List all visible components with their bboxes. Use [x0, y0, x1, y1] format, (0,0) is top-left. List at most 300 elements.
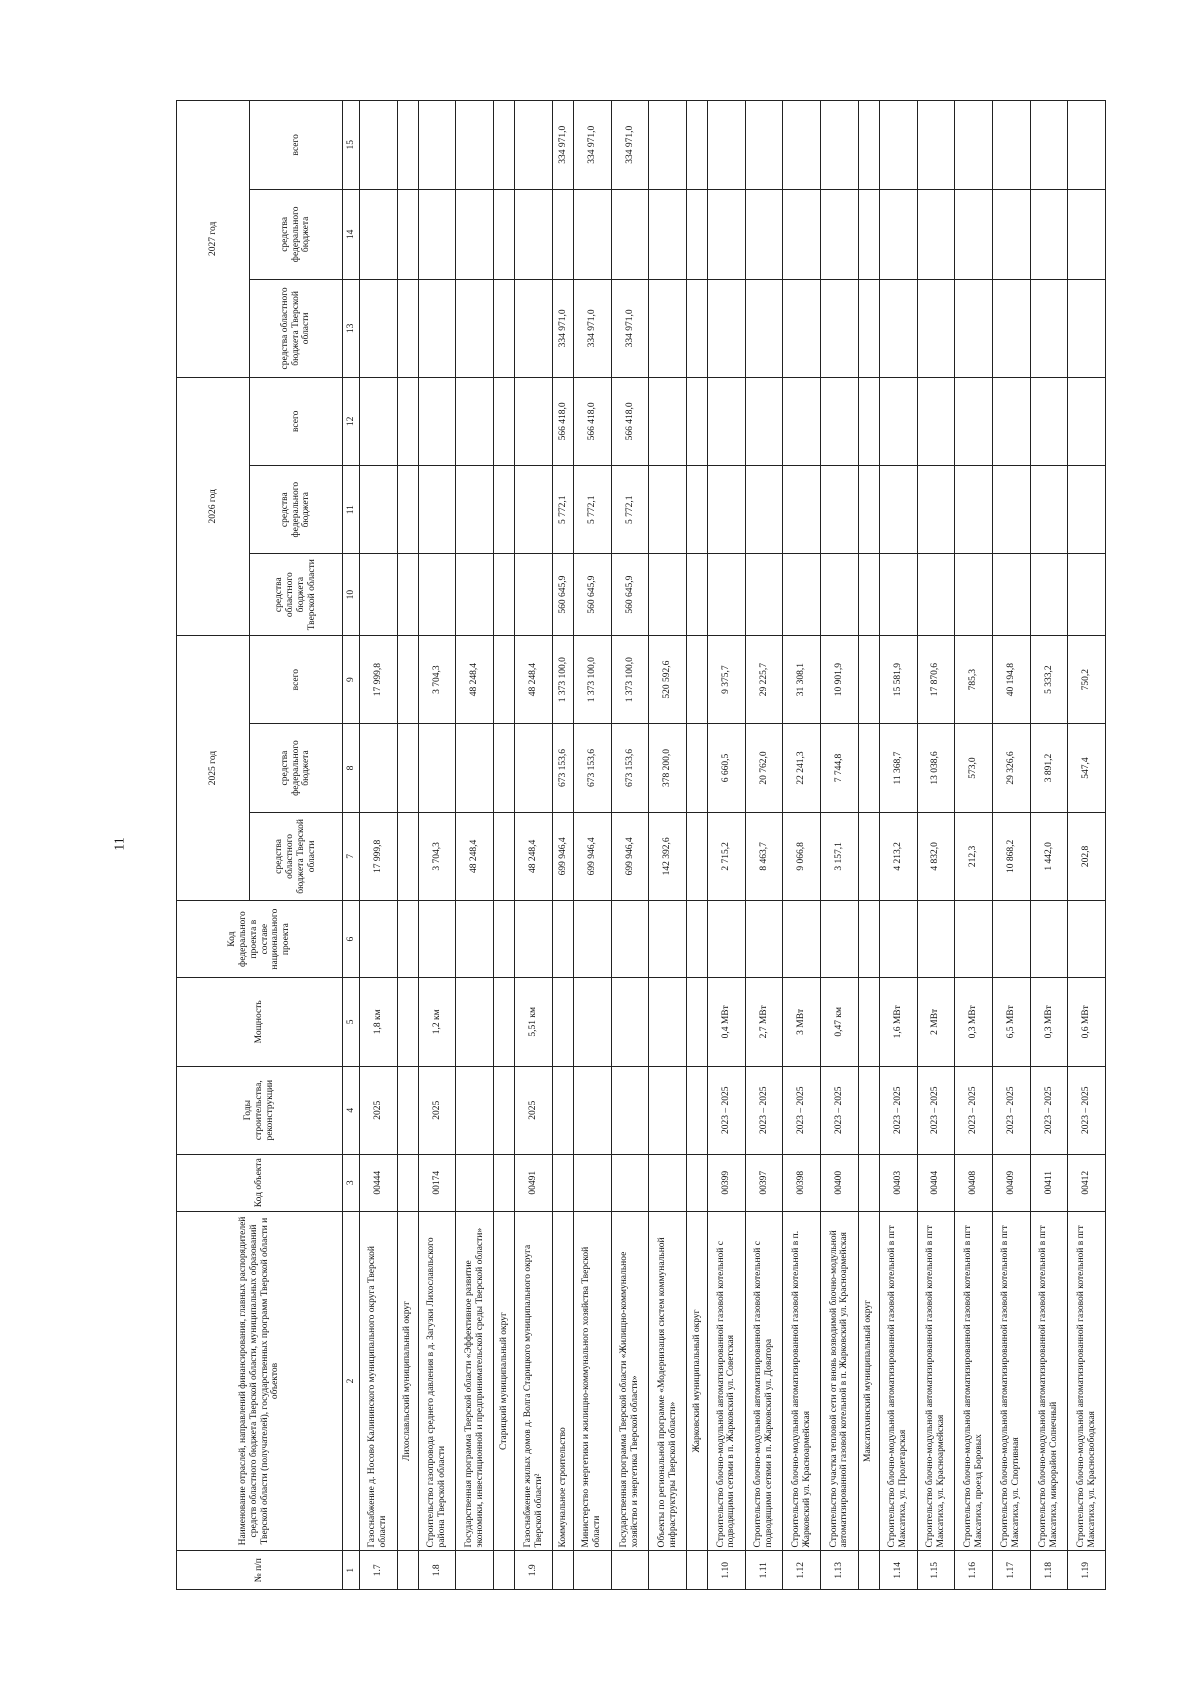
section-empty-cell: [397, 812, 418, 900]
construction-years: 2023 – 2025: [708, 1066, 746, 1154]
regional-2026: [879, 554, 917, 636]
federal-2025: 547,4: [1068, 724, 1106, 812]
column-index-cell: 12: [343, 377, 360, 465]
header-year-2026: 2026 год: [177, 377, 250, 635]
object-code: [611, 1154, 649, 1211]
section-empty-cell: [687, 1066, 708, 1154]
regional-2027: [418, 280, 456, 377]
row-name: Строительство блочно-модульной автоматизированной газовой котельной с подводящими сетями в п. Жарковский ул. Доватора: [745, 1211, 783, 1551]
federal-2026: 5 772,1: [611, 466, 649, 554]
federal-2026: [992, 466, 1030, 554]
regional-2025: 3 157,1: [821, 812, 859, 900]
row-number: 1.7: [360, 1551, 398, 1590]
header-num: № п/п: [177, 1551, 343, 1590]
row-number: 1.13: [821, 1551, 859, 1590]
regional-2027: [360, 280, 398, 377]
header-regional-2027: средства областного бюджета Тверской области: [250, 280, 343, 377]
regional-2025: 8 463,7: [745, 812, 783, 900]
federal-project-code: [515, 901, 553, 978]
header-federal-2026: средства федерального бюджета: [250, 466, 343, 554]
row-name: Коммунальное строительство: [552, 1211, 573, 1551]
capacity: [649, 978, 687, 1066]
section-empty-cell: [687, 724, 708, 812]
total-2025: 15 581,9: [879, 635, 917, 723]
capacity: 0,3 МВт: [1030, 978, 1068, 1066]
row-name: Газоснабжение жилых домов д. Волга Старицкого муниципального округа Тверской области²: [515, 1211, 553, 1551]
table-row: [611, 101, 649, 1590]
federal-2027: [1030, 189, 1068, 280]
federal-project-code: [1030, 901, 1068, 978]
construction-years: [552, 1066, 573, 1154]
regional-2026: [708, 554, 746, 636]
section-empty-cell: [858, 189, 879, 280]
federal-2027: [917, 189, 955, 280]
regional-2026: [955, 554, 993, 636]
object-code: 00408: [955, 1154, 993, 1211]
total-2027: 334 971,0: [611, 101, 649, 190]
total-2026: [783, 377, 821, 465]
row-name: Строительство блочно-модульной автоматизированной газовой котельной в пгт Максатиха, микрорайон Солнечный: [1030, 1211, 1068, 1551]
budget-table: [176, 100, 1106, 1590]
federal-project-code: [552, 901, 573, 978]
construction-years: [649, 1066, 687, 1154]
column-index-cell: 8: [343, 724, 360, 812]
total-2027: [821, 101, 859, 190]
section-empty-cell: [687, 901, 708, 978]
construction-years: 2023 – 2025: [955, 1066, 993, 1154]
total-2027: [879, 101, 917, 190]
header-federal-2027: средства федерального бюджета: [250, 189, 343, 280]
column-index-cell: 4: [343, 1066, 360, 1154]
capacity: 2 МВт: [917, 978, 955, 1066]
column-index-cell: 13: [343, 280, 360, 377]
total-2026: 566 418,0: [611, 377, 649, 465]
federal-2025: 673 153,6: [552, 724, 573, 812]
object-code: 00412: [1068, 1154, 1106, 1211]
federal-project-code: [611, 901, 649, 978]
column-index-cell: 3: [343, 1154, 360, 1211]
federal-2027: [992, 189, 1030, 280]
row-number: 1.10: [708, 1551, 746, 1590]
federal-project-code: [783, 901, 821, 978]
section-empty-cell: [687, 1551, 708, 1590]
capacity: [552, 978, 573, 1066]
total-2027: [1068, 101, 1106, 190]
regional-2026: 560 645,9: [574, 554, 612, 636]
table-row: [456, 101, 494, 1590]
total-2026: 566 418,0: [552, 377, 573, 465]
federal-2026: 5 772,1: [574, 466, 612, 554]
construction-years: 2025: [515, 1066, 553, 1154]
total-2025: 750,2: [1068, 635, 1106, 723]
capacity: 0,4 МВт: [708, 978, 746, 1066]
object-code: [649, 1154, 687, 1211]
regional-2026: [360, 554, 398, 636]
federal-2027: [456, 189, 494, 280]
header-capacity: Мощность: [177, 978, 343, 1066]
section-empty-cell: [397, 189, 418, 280]
federal-2027: [360, 189, 398, 280]
object-code: [552, 1154, 573, 1211]
header-name: Наименование отраслей, направлений финансирования, главных распорядителей средств областного бюджета Тверской области, муниципальных образований Тверской области (получателей), государственных программ Тверской области и объектов: [177, 1211, 343, 1551]
section-empty-cell: [494, 635, 515, 723]
object-code: 00399: [708, 1154, 746, 1211]
section-empty-cell: [858, 1066, 879, 1154]
row-name: Строительство блочно-модульной автоматизированной газовой котельной в пгт Максатиха, проезд Боровых: [955, 1211, 993, 1551]
column-index-cell: 1: [343, 1551, 360, 1590]
row-number: 1.15: [917, 1551, 955, 1590]
federal-2027: [745, 189, 783, 280]
construction-years: 2023 – 2025: [879, 1066, 917, 1154]
row-name: Строительство газопровода среднего давления в д. Загузки Лихославльского района Тверской области: [418, 1211, 456, 1551]
table-row: [783, 101, 821, 1590]
row-name: Государственная программа Тверской области «Жилищно-коммунальное хозяйство и энергетика Тверской области»: [611, 1211, 649, 1551]
column-index-cell: 9: [343, 635, 360, 723]
row-name: Строительство блочно-модульной автоматизированной газовой котельной в пгт Максатиха, ул. Спортивная: [992, 1211, 1030, 1551]
total-2025: 520 592,6: [649, 635, 687, 723]
row-name: Строительство блочно-модульной автоматизированной газовой котельной в п. Жарковский ул. Красноармейская: [783, 1211, 821, 1551]
regional-2025: 202,8: [1068, 812, 1106, 900]
section-empty-cell: [494, 101, 515, 190]
header-federal-2025: средства федерального бюджета: [250, 724, 343, 812]
section-empty-cell: [494, 1154, 515, 1211]
section-empty-cell: [687, 101, 708, 190]
table-row: [418, 101, 456, 1590]
section-empty-cell: [687, 280, 708, 377]
column-index-cell: 7: [343, 812, 360, 900]
section-empty-cell: [687, 554, 708, 636]
regional-2025: 699 946,4: [611, 812, 649, 900]
regional-2026: [515, 554, 553, 636]
regional-2027: [992, 280, 1030, 377]
table-row: [917, 101, 955, 1590]
section-empty-cell: [687, 978, 708, 1066]
regional-2027: [821, 280, 859, 377]
total-2027: [992, 101, 1030, 190]
federal-2027: [783, 189, 821, 280]
federal-2027: [879, 189, 917, 280]
regional-2027: [1030, 280, 1068, 377]
construction-years: 2023 – 2025: [783, 1066, 821, 1154]
regional-2026: [745, 554, 783, 636]
federal-2025: [515, 724, 553, 812]
total-2027: [456, 101, 494, 190]
capacity: 0,6 МВт: [1068, 978, 1106, 1066]
section-empty-cell: [687, 377, 708, 465]
section-empty-cell: [397, 1551, 418, 1590]
federal-2027: [955, 189, 993, 280]
regional-2026: [1068, 554, 1106, 636]
regional-2026: [783, 554, 821, 636]
object-code: 00403: [879, 1154, 917, 1211]
construction-years: 2023 – 2025: [821, 1066, 859, 1154]
total-2026: [917, 377, 955, 465]
federal-2026: [821, 466, 859, 554]
federal-2026: [515, 466, 553, 554]
total-2027: [708, 101, 746, 190]
column-index-row: [343, 101, 360, 1590]
total-2026: [360, 377, 398, 465]
capacity: [574, 978, 612, 1066]
capacity: 1,8 км: [360, 978, 398, 1066]
section-empty-cell: [397, 724, 418, 812]
federal-2026: [783, 466, 821, 554]
federal-2026: [1068, 466, 1106, 554]
construction-years: 2023 – 2025: [745, 1066, 783, 1154]
construction-years: 2025: [418, 1066, 456, 1154]
construction-years: [574, 1066, 612, 1154]
federal-project-code: [456, 901, 494, 978]
federal-project-code: [879, 901, 917, 978]
federal-2027: [611, 189, 649, 280]
capacity: 0,47 км: [821, 978, 859, 1066]
table-row: [821, 101, 859, 1590]
section-row: [858, 101, 879, 1590]
table-row: [1068, 101, 1106, 1590]
total-2025: 10 901,9: [821, 635, 859, 723]
total-2025: 1 373 100,0: [574, 635, 612, 723]
total-2027: [917, 101, 955, 190]
total-2027: [745, 101, 783, 190]
table-row: [955, 101, 993, 1590]
section-empty-cell: [397, 978, 418, 1066]
section-empty-cell: [397, 901, 418, 978]
section-row: [687, 101, 708, 1590]
total-2027: [418, 101, 456, 190]
regional-2025: 10 868,2: [992, 812, 1030, 900]
section-empty-cell: [397, 1154, 418, 1211]
total-2027: 334 971,0: [574, 101, 612, 190]
federal-2025: 573,0: [955, 724, 993, 812]
federal-2026: [649, 466, 687, 554]
object-code: 00409: [992, 1154, 1030, 1211]
section-empty-cell: [494, 466, 515, 554]
row-number: 1.9: [515, 1551, 553, 1590]
total-2027: [515, 101, 553, 190]
federal-2025: 673 153,6: [574, 724, 612, 812]
section-empty-cell: [687, 189, 708, 280]
section-empty-cell: [397, 635, 418, 723]
object-code: [456, 1154, 494, 1211]
row-number: [611, 1551, 649, 1590]
row-number: [552, 1551, 573, 1590]
section-empty-cell: [397, 554, 418, 636]
section-empty-cell: [397, 377, 418, 465]
capacity: 5,51 км: [515, 978, 553, 1066]
table-row: [515, 101, 553, 1590]
table-row: [574, 101, 612, 1590]
regional-2027: 334 971,0: [552, 280, 573, 377]
rotated-table-container: [176, 100, 1106, 1590]
capacity: 1,2 км: [418, 978, 456, 1066]
construction-years: 2023 – 2025: [992, 1066, 1030, 1154]
total-2025: 17 870,6: [917, 635, 955, 723]
federal-project-code: [1068, 901, 1106, 978]
regional-2026: 560 645,9: [552, 554, 573, 636]
federal-2026: [360, 466, 398, 554]
federal-2027: [821, 189, 859, 280]
federal-2026: [708, 466, 746, 554]
total-2025: 29 225,7: [745, 635, 783, 723]
table-row: [649, 101, 687, 1590]
regional-2027: [783, 280, 821, 377]
regional-2027: [879, 280, 917, 377]
section-empty-cell: [858, 812, 879, 900]
total-2026: [992, 377, 1030, 465]
regional-2027: 334 971,0: [574, 280, 612, 377]
section-empty-cell: [858, 280, 879, 377]
row-number: 1.17: [992, 1551, 1030, 1590]
total-2026: [955, 377, 993, 465]
section-title: Лихославльский муниципальный округ: [397, 1211, 418, 1551]
header-total-2026: всего: [250, 377, 343, 465]
regional-2025: 2 715,2: [708, 812, 746, 900]
section-empty-cell: [687, 466, 708, 554]
federal-project-code: [649, 901, 687, 978]
total-2025: 3 704,3: [418, 635, 456, 723]
federal-project-code: [745, 901, 783, 978]
section-empty-cell: [494, 377, 515, 465]
section-row: [494, 101, 515, 1590]
regional-2027: [708, 280, 746, 377]
object-code: 00397: [745, 1154, 783, 1211]
header-year-2027: 2027 год: [177, 101, 250, 378]
row-name: Строительство блочно-модульной автоматизированной газовой котельной в пгт Максатиха, ул. Красноармейская: [917, 1211, 955, 1551]
total-2025: 48 248,4: [515, 635, 553, 723]
table-row: [992, 101, 1030, 1590]
section-empty-cell: [687, 812, 708, 900]
table-row: [552, 101, 573, 1590]
row-number: 1.12: [783, 1551, 821, 1590]
total-2027: [1030, 101, 1068, 190]
row-number: 1.19: [1068, 1551, 1106, 1590]
row-number: [574, 1551, 612, 1590]
section-empty-cell: [397, 101, 418, 190]
capacity: 0,3 МВт: [955, 978, 993, 1066]
object-code: 00404: [917, 1154, 955, 1211]
total-2026: [649, 377, 687, 465]
column-index-cell: 10: [343, 554, 360, 636]
federal-2025: 673 153,6: [611, 724, 649, 812]
section-title: Максатихинский муниципальный округ: [858, 1211, 879, 1551]
section-empty-cell: [494, 554, 515, 636]
capacity: 1,6 МВт: [879, 978, 917, 1066]
column-index-cell: 5: [343, 978, 360, 1066]
column-index-cell: 11: [343, 466, 360, 554]
column-index-cell: 2: [343, 1211, 360, 1551]
construction-years: 2023 – 2025: [917, 1066, 955, 1154]
regional-2026: [418, 554, 456, 636]
federal-project-code: [917, 901, 955, 978]
section-empty-cell: [494, 812, 515, 900]
regional-2027: [955, 280, 993, 377]
federal-2025: 6 660,5: [708, 724, 746, 812]
regional-2026: [917, 554, 955, 636]
federal-2027: [708, 189, 746, 280]
header-regional-2026: средства областного бюджета Тверской области: [250, 554, 343, 636]
regional-2027: [456, 280, 494, 377]
total-2025: 1 373 100,0: [611, 635, 649, 723]
construction-years: 2023 – 2025: [1068, 1066, 1106, 1154]
total-2027: [783, 101, 821, 190]
row-name: Государственная программа Тверской области «Эффективное развитие экономики, инвестиционной и предпринимательской среды Тверской области»: [456, 1211, 494, 1551]
regional-2027: [917, 280, 955, 377]
row-name: Строительство блочно-модульной автоматизированной газовой котельной в пгт Максатиха, ул. Красносвободская: [1068, 1211, 1106, 1551]
capacity: 6,5 МВт: [992, 978, 1030, 1066]
federal-2027: [515, 189, 553, 280]
total-2026: [456, 377, 494, 465]
federal-project-code: [955, 901, 993, 978]
header-code: Код объекта: [177, 1154, 343, 1211]
row-number: 1.8: [418, 1551, 456, 1590]
federal-2026: [745, 466, 783, 554]
row-name: Строительство участка тепловой сети от вновь возводимой блочно-модульной автоматизированной газовой котельной в п. Жарковский ул. Красноармейская: [821, 1211, 859, 1551]
total-2025: 785,3: [955, 635, 993, 723]
header-total-2025: всего: [250, 635, 343, 723]
row-number: 1.16: [955, 1551, 993, 1590]
total-2025: 1 373 100,0: [552, 635, 573, 723]
object-code: 00444: [360, 1154, 398, 1211]
row-name: Строительство блочно-модульной автоматизированной газовой котельной с подводящими сетями в п. Жарковский ул. Советская: [708, 1211, 746, 1551]
table-body: [360, 101, 1106, 1590]
total-2026: [515, 377, 553, 465]
federal-project-code: [574, 901, 612, 978]
capacity: [611, 978, 649, 1066]
federal-project-code: [418, 901, 456, 978]
section-empty-cell: [858, 978, 879, 1066]
section-empty-cell: [687, 635, 708, 723]
federal-2027: [552, 189, 573, 280]
construction-years: [456, 1066, 494, 1154]
total-2025: 9 375,7: [708, 635, 746, 723]
regional-2027: [745, 280, 783, 377]
row-number: [649, 1551, 687, 1590]
federal-project-code: [360, 901, 398, 978]
federal-2025: [456, 724, 494, 812]
federal-project-code: [821, 901, 859, 978]
federal-2025: [360, 724, 398, 812]
row-name: Объекты по региональной программе «Модернизация систем коммунальной инфраструктуры Тверской области»: [649, 1211, 687, 1551]
object-code: 00491: [515, 1154, 553, 1211]
regional-2025: 4 213,2: [879, 812, 917, 900]
header-year-2025: 2025 год: [177, 635, 250, 900]
federal-2025: 29 326,6: [992, 724, 1030, 812]
table-row: [360, 101, 398, 1590]
header-fed-project: Код федерального проекта в составе национального проекта: [177, 901, 343, 978]
section-empty-cell: [858, 724, 879, 812]
federal-2025: 11 368,7: [879, 724, 917, 812]
federal-2025: 22 241,3: [783, 724, 821, 812]
section-empty-cell: [494, 1066, 515, 1154]
row-name: Газоснабжение д. Носово Калининского муниципального округа Тверской области: [360, 1211, 398, 1551]
section-empty-cell: [494, 1551, 515, 1590]
total-2025: 40 194,8: [992, 635, 1030, 723]
regional-2027: [649, 280, 687, 377]
row-number: 1.14: [879, 1551, 917, 1590]
section-row: [397, 101, 418, 1590]
total-2026: [1068, 377, 1106, 465]
regional-2025: 48 248,4: [456, 812, 494, 900]
regional-2027: [515, 280, 553, 377]
total-2025: 17 999,8: [360, 635, 398, 723]
regional-2025: 17 999,8: [360, 812, 398, 900]
regional-2026: [649, 554, 687, 636]
object-code: 00411: [1030, 1154, 1068, 1211]
total-2027: [649, 101, 687, 190]
section-empty-cell: [858, 466, 879, 554]
header-total-2027: всего: [250, 101, 343, 190]
column-index-cell: 14: [343, 189, 360, 280]
